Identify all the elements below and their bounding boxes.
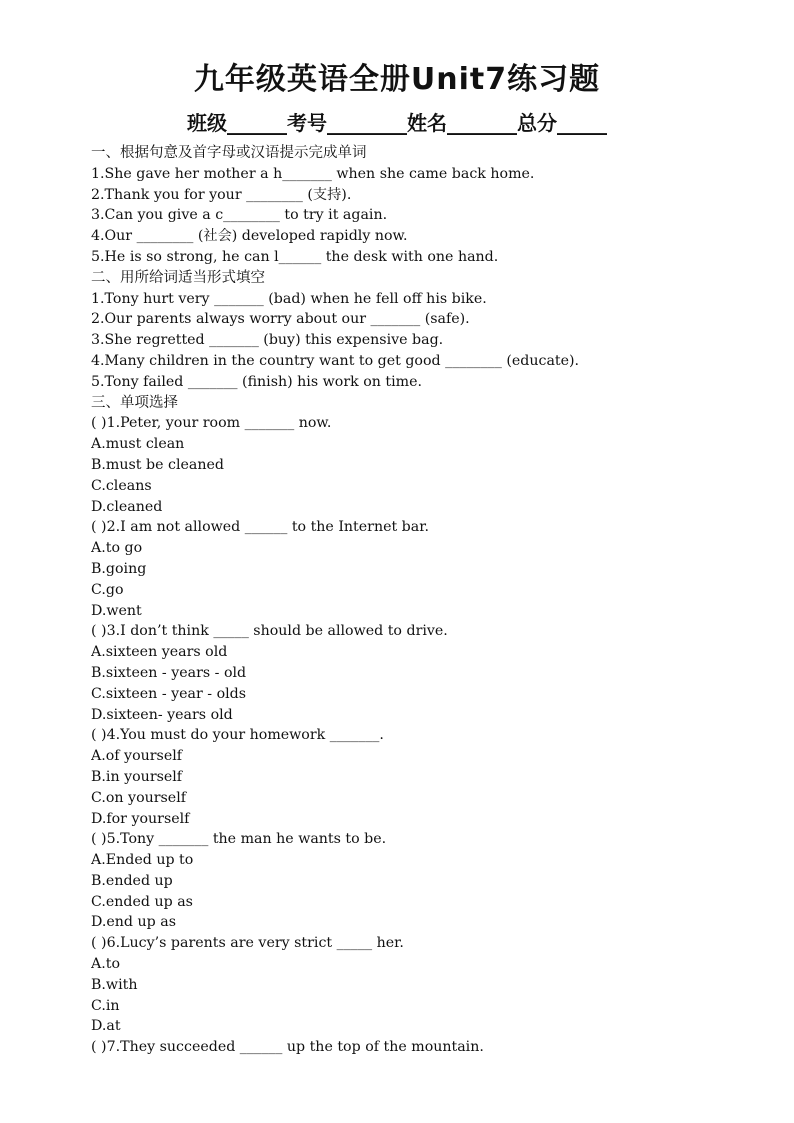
question-line: 3.Can you give a c________ to try it again. <box>91 207 388 224</box>
question-line: C.sixteen - year - olds <box>91 685 247 702</box>
question-line: 2.Thank you for your ________ (支持). <box>91 186 352 203</box>
section-heading: 二、用所给词适当形式填空 <box>91 269 265 286</box>
question-line: B.sixteen - years - old <box>91 664 247 681</box>
question-line: ( )2.I am not allowed ______ to the Internet bar. <box>91 519 429 536</box>
question-line: D.for yourself <box>91 810 190 827</box>
question-line: A.must clean <box>91 436 185 453</box>
page-title: 九年级英语全册Unit7练习题 <box>193 62 601 97</box>
question-line: 3.She regretted _______ (buy) this expensive bag. <box>91 332 444 349</box>
question-line: 2.Our parents always worry about our _______ (safe). <box>91 311 470 328</box>
question-line: D.sixteen- years old <box>91 706 233 723</box>
student-info-line: 班级______考号________姓名_______总分_____ <box>187 111 607 135</box>
question-line: A.sixteen years old <box>91 644 228 661</box>
question-line: A.of yourself <box>91 748 182 765</box>
question-line: A.to <box>91 956 120 973</box>
question-line: C.go <box>91 581 124 598</box>
question-line: 1.Tony hurt very _______ (bad) when he fell off his bike. <box>91 290 487 307</box>
question-line: C.cleans <box>91 477 152 494</box>
question-line: A.Ended up to <box>91 852 194 869</box>
question-line: C.on yourself <box>91 789 186 806</box>
section-heading: 三、单项选择 <box>91 394 178 411</box>
question-line: D.at <box>91 1018 121 1035</box>
question-line: D.end up as <box>91 914 176 931</box>
question-line: D.went <box>91 602 142 619</box>
question-line: 4.Our ________ (社会) developed rapidly now. <box>91 228 408 245</box>
question-line: ( )4.You must do your homework _______. <box>91 727 384 744</box>
worksheet-body <box>91 143 781 1058</box>
question-line: A.to go <box>91 540 143 557</box>
question-line: B.with <box>91 976 138 993</box>
question-line: 1.She gave her mother a h_______ when she came back home. <box>91 165 535 182</box>
section-heading: 一、根据句意及首字母或汉语提示完成单词 <box>91 145 367 161</box>
question-line: B.in yourself <box>91 768 183 785</box>
question-line: 4.Many children in the country want to get good ________ (educate). <box>91 352 580 369</box>
question-line: ( )3.I don’t think _____ should be allowed to drive. <box>91 623 448 640</box>
question-line: C.ended up as <box>91 893 193 910</box>
question-line: ( )1.Peter, your room _______ now. <box>91 415 332 432</box>
question-line: 5.He is so strong, he can l______ the desk with one hand. <box>91 248 499 265</box>
question-line: D.cleaned <box>91 498 163 515</box>
question-line: 5.Tony failed _______ (finish) his work on time. <box>91 373 423 390</box>
question-line: ( )5.Tony _______ the man he wants to be. <box>91 831 387 848</box>
question-line: B.going <box>91 560 147 577</box>
question-line: ( )7.They succeeded ______ up the top of the mountain. <box>91 1039 484 1056</box>
question-line: C.in <box>91 997 120 1014</box>
question-line: B.must be cleaned <box>91 456 224 473</box>
question-line: ( )6.Lucy’s parents are very strict _____ her. <box>91 935 404 952</box>
question-line: B.ended up <box>91 872 173 889</box>
